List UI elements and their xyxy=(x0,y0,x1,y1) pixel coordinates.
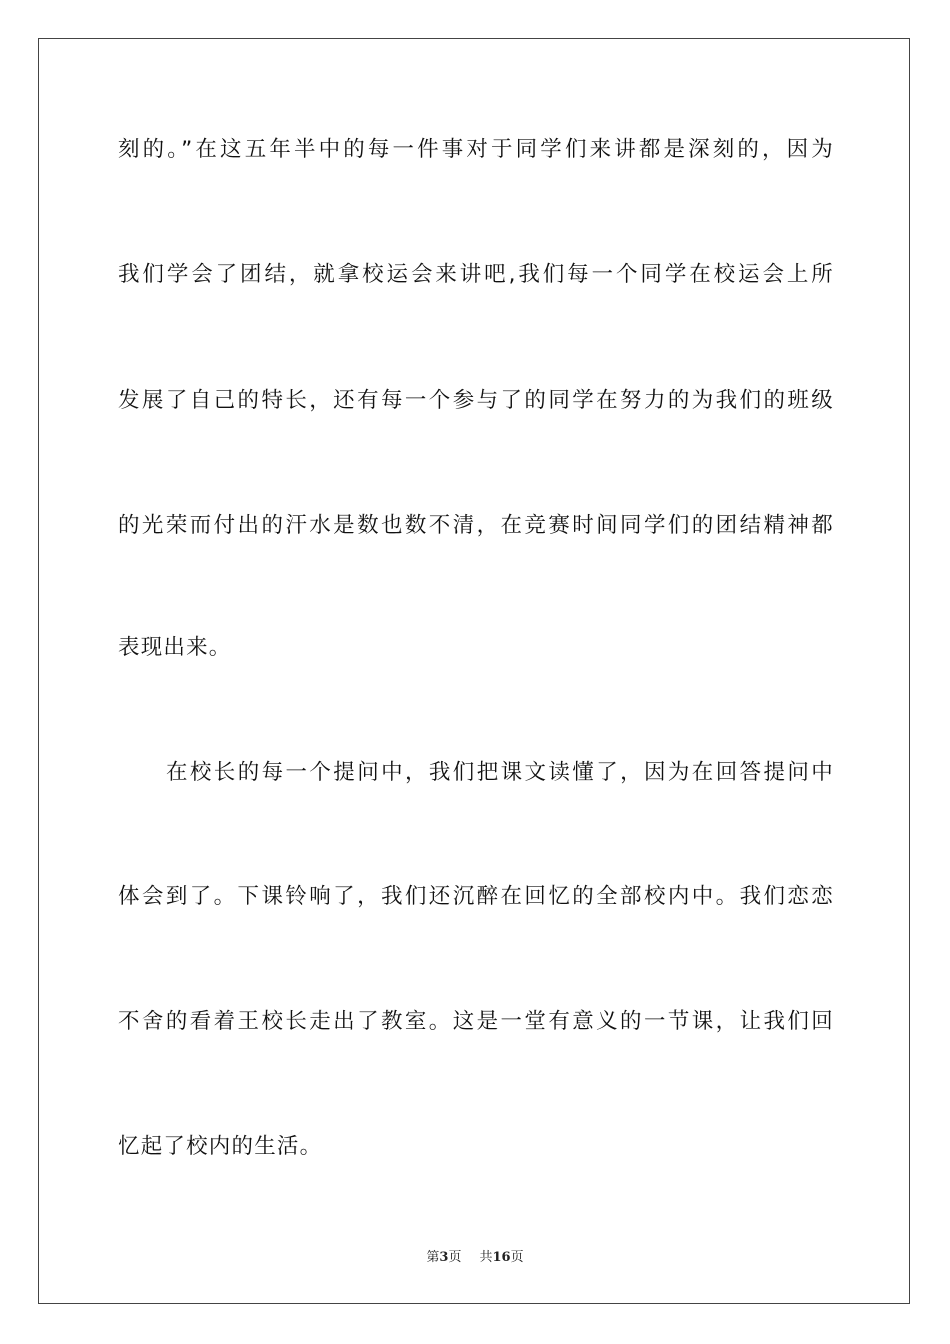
footer-page-number: 3 xyxy=(439,1250,449,1265)
text-line-6: 在校长的每一个提问中，我们把课文读懂了，因为在回答提问中 xyxy=(166,760,834,785)
footer-total-suffix: 页 xyxy=(510,1250,524,1265)
footer-total-prefix: 共 xyxy=(479,1250,493,1265)
footer-page-prefix: 第 xyxy=(426,1250,440,1265)
text-line-5: 表现出来。 xyxy=(118,635,232,660)
page-footer xyxy=(0,1246,950,1265)
text-line-9: 忆起了校内的生活。 xyxy=(118,1134,323,1159)
footer-page-suffix: 页 xyxy=(448,1250,462,1265)
text-line-8: 不舍的看着王校长走出了教室。这是一堂有意义的一节课，让我们回 xyxy=(118,1009,834,1034)
text-line-4: 的光荣而付出的汗水是数也数不清，在竞赛时间同学们的团结精神都 xyxy=(118,513,834,538)
text-line-3: 发展了自己的特长，还有每一个参与了的同学在努力的为我们的班级 xyxy=(118,388,834,413)
text-line-7: 体会到了。下课铃响了，我们还沉醉在回忆的全部校内中。我们恋恋 xyxy=(118,884,834,909)
footer-total-pages: 16 xyxy=(492,1250,511,1265)
text-line-2: 我们学会了团结，就拿校运会来讲吧,我们每一个同学在校运会上所 xyxy=(118,262,834,287)
text-line-1: 刻的。”在这五年半中的每一件事对于同学们来讲都是深刻的，因为 xyxy=(118,137,834,162)
page-border xyxy=(38,38,910,1304)
